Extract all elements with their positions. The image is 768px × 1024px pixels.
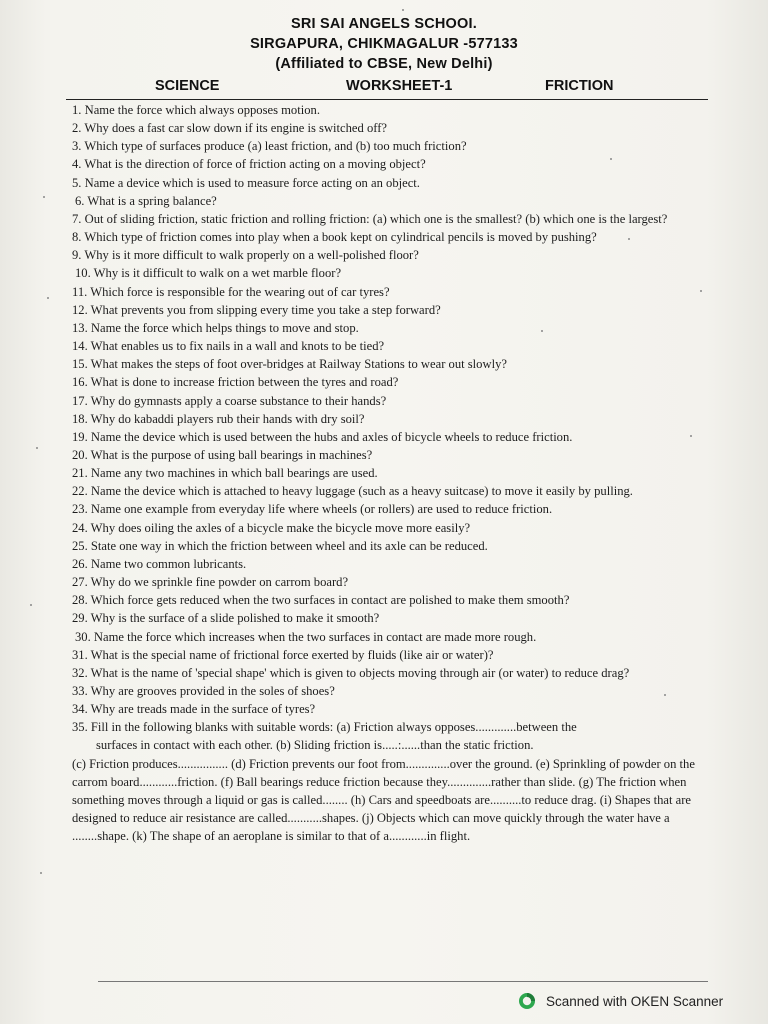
question-32: 32. What is the name of 'special shape' which is given to objects moving through air (or water) to reduce drag?	[72, 665, 630, 680]
question-23: 23. Name one example from everyday life where wheels (or rollers) are used to reduce friction.	[72, 502, 553, 517]
question-30: 30. Name the force which increases when the two surfaces in contact are made more rough.	[75, 629, 537, 644]
question-20: 20. What is the purpose of using ball bearings in machines?	[72, 447, 373, 462]
scan-speck	[47, 297, 49, 299]
question-14: 14. What enables us to fix nails in a wall and knots to be tied?	[72, 339, 385, 354]
question-18: 18. Why do kabaddi players rub their hands with dry soil?	[72, 411, 365, 426]
question-25: 25. State one way in which the friction between wheel and its axle can be reduced.	[72, 538, 488, 553]
question-17: 17. Why do gymnasts apply a coarse substance to their hands?	[72, 393, 387, 408]
question-34: 34. Why are treads made in the surface of tyres?	[72, 702, 316, 717]
question-13: 13. Name the force which helps things to move and stop.	[72, 320, 359, 335]
scan-speck	[664, 694, 666, 696]
school-name: SRI SAI ANGELS SCHOOI.	[291, 16, 477, 32]
school-address: SIRGAPURA, CHIKMAGALUR -577133	[250, 36, 518, 52]
question-24: 24. Why does oiling the axles of a bicycle make the bicycle move more easily?	[72, 520, 471, 535]
question-12: 12. What prevents you from slipping every time you take a step forward?	[72, 302, 441, 317]
topic-label: FRICTION	[545, 78, 614, 94]
question-33: 33. Why are grooves provided in the soles of shoes?	[72, 684, 335, 698]
question-7: 7. Out of sliding friction, static friction and rolling friction: (a) which one is the smallest? (b) which one is the largest?	[72, 211, 668, 226]
scan-speck	[40, 872, 42, 874]
question-29: 29. Why is the surface of a slide polished to make it smooth?	[72, 611, 380, 626]
scan-speck	[628, 238, 630, 240]
question-8: 8. Which type of friction comes into play when a book kept on cylindrical pencils is moved by pushing?	[72, 230, 597, 245]
school-affiliation: (Affiliated to CBSE, New Delhi)	[275, 56, 493, 72]
question-22: 22. Name the device which is attached to heavy luggage (such as a heavy suitcase) to move it easily by pulling.	[72, 484, 633, 499]
question-28: 28. Which force gets reduced when the two surfaces in contact are polished to make them smooth?	[72, 593, 570, 608]
question-10: 10. Why is it difficult to walk on a wet marble floor?	[75, 266, 342, 281]
scan-speck	[610, 158, 612, 160]
question-31: 31. What is the special name of frictional force exerted by fluids (like air or water)?	[72, 647, 494, 662]
scan-speck	[36, 447, 38, 449]
question-6: 6. What is a spring balance?	[75, 193, 217, 208]
subject-label: SCIENCE	[155, 78, 220, 94]
school-header	[0, 14, 768, 74]
question-4: 4. What is the direction of force of friction acting on a moving object?	[72, 157, 426, 172]
scanner-watermark	[518, 991, 723, 1011]
scan-speck	[30, 604, 32, 606]
scanner-watermark-text: Scanned with OKEN Scanner	[546, 993, 724, 1009]
question-35-blanks: (c) Friction produces................ (d) Friction prevents our foot from..............over the ground. (e) Sprinkling of powder on the carrom board............friction. (f) Ball bearings reduce friction because they..............rather than slide. (g) The friction when something moves through a liquid or gas is called........ (h) Cars and speedboats are..........to reduce drag. (i) Shapes that are designed to reduce air resistance are called...........shapes. (j) Objects which can move quickly through the water have a ........shape. (k) The shape of an aeroplane is similar to that of a............in flight.	[72, 756, 695, 844]
question-2: 2. Why does a fast car slow down if its engine is switched off?	[72, 121, 388, 136]
question-3: 3. Which type of surfaces produce (a) least friction, and (b) too much friction?	[72, 139, 467, 154]
scan-speck	[541, 330, 543, 332]
scan-speck	[700, 290, 702, 292]
scan-speck	[43, 196, 45, 198]
question-5: 5. Name a device which is used to measure force acting on an object.	[72, 175, 420, 190]
question-27: 27. Why do we sprinkle fine powder on carrom board?	[72, 575, 349, 590]
question-19: 19. Name the device which is used between the hubs and axles of bicycle wheels to reduce friction.	[72, 429, 573, 444]
question-list	[72, 101, 706, 845]
header-rule	[66, 99, 708, 100]
question-1: 1. Name the force which always opposes motion.	[72, 103, 320, 117]
oken-scanner-logo-icon	[518, 992, 536, 1010]
question-35: 35. Fill in the following blanks with suitable words: (a) Friction always opposes.............between the	[72, 720, 577, 735]
scan-speck	[690, 435, 692, 437]
question-26: 26. Name two common lubricants.	[72, 556, 247, 571]
bottom-rule	[98, 981, 708, 982]
question-15: 15. What makes the steps of foot over-bridges at Railway Stations to wear out slowly?	[72, 357, 507, 372]
question-21: 21. Name any two machines in which ball bearings are used.	[72, 466, 378, 481]
question-16: 16. What is done to increase friction between the tyres and road?	[72, 375, 399, 390]
question-9: 9. Why is it more difficult to walk properly on a well-polished floor?	[72, 248, 419, 263]
worksheet-label: WORKSHEET-1	[346, 78, 453, 94]
question-11: 11. Which force is responsible for the wearing out of car tyres?	[72, 284, 390, 299]
worksheet-subheader	[0, 78, 768, 98]
scan-speck	[402, 9, 404, 11]
question-35-continued: surfaces in contact with each other. (b) Sliding friction is.....:......than the static friction.	[96, 738, 534, 753]
